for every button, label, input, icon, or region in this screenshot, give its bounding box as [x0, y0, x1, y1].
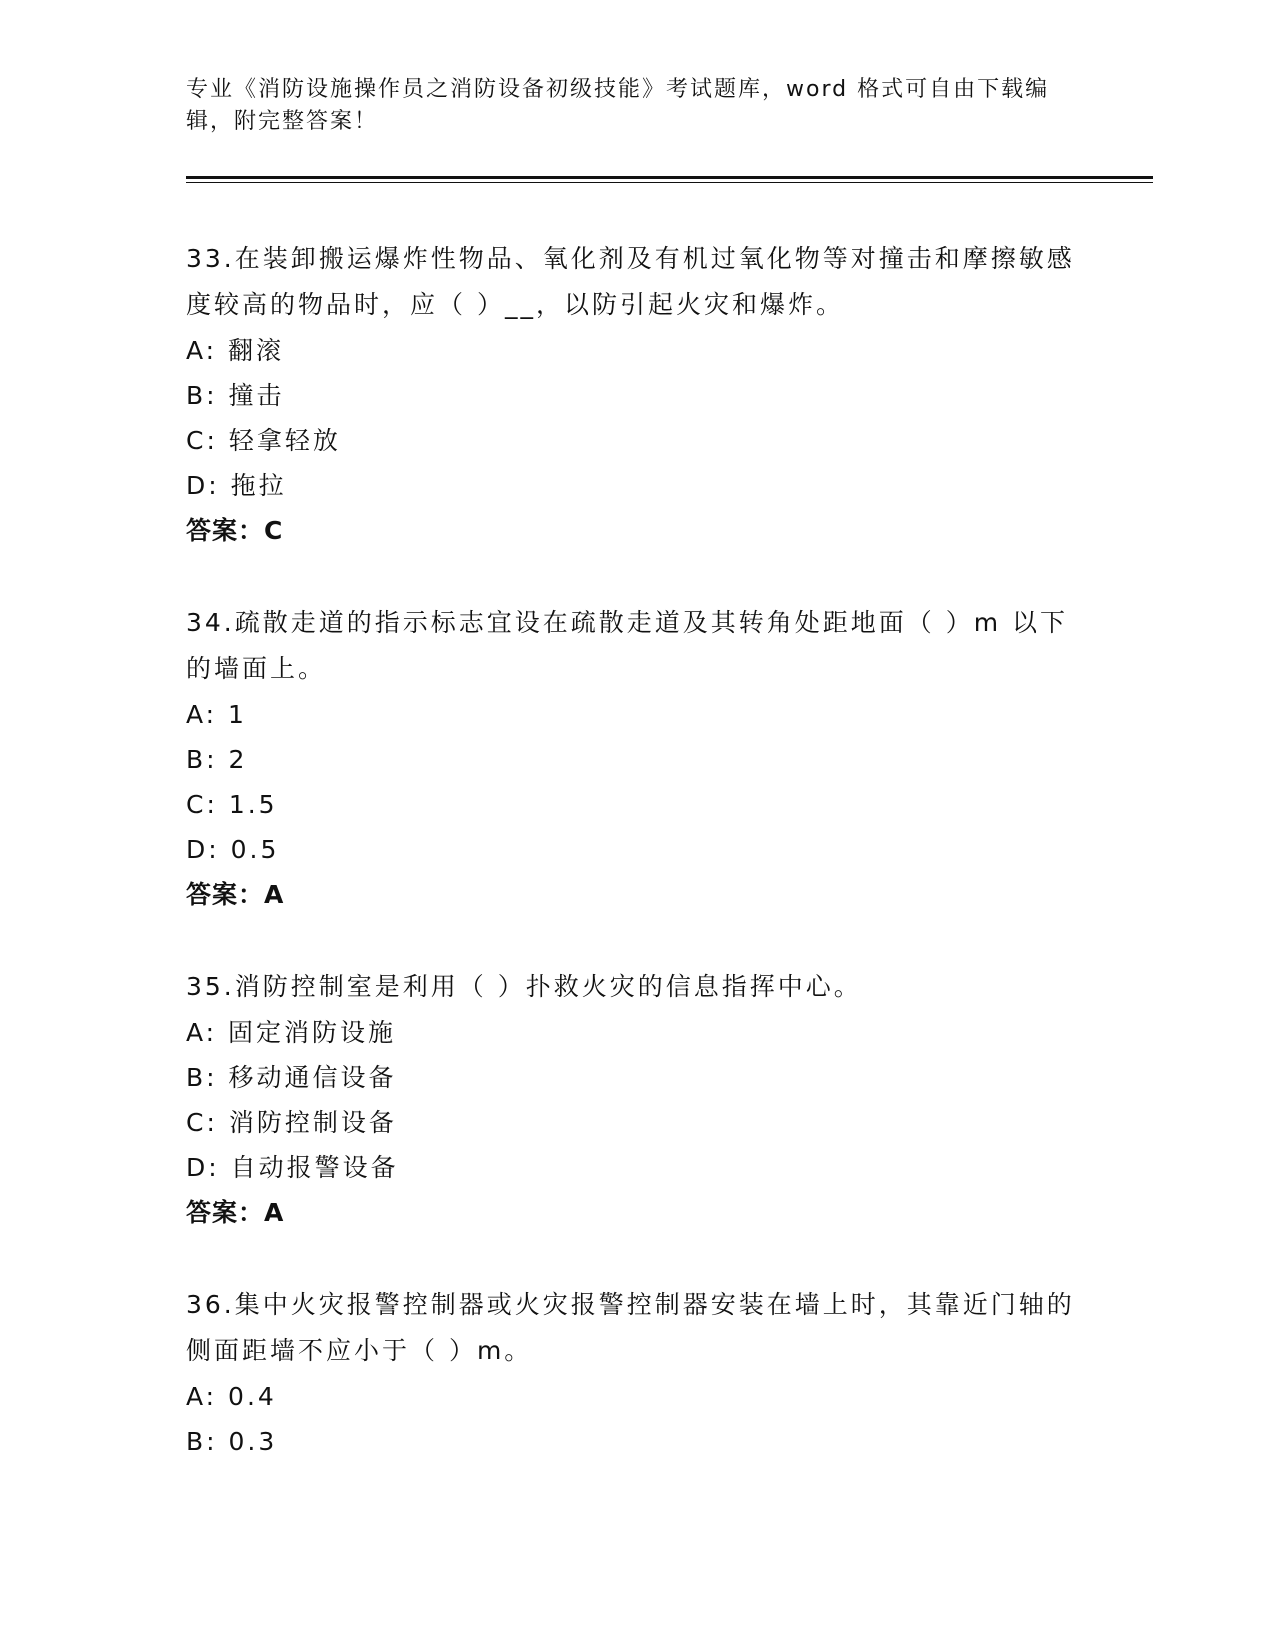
option-c: C: 轻拿轻放 — [186, 426, 341, 455]
answer-label: 答案：A — [186, 880, 285, 909]
question-34 — [186, 600, 1086, 918]
answer-label: 答案：C — [186, 516, 284, 545]
option-b: B: 2 — [186, 745, 248, 774]
option-a: A: 1 — [186, 700, 247, 729]
question-36 — [186, 1282, 1086, 1464]
option-a: A: 固定消防设施 — [186, 1018, 397, 1047]
option-c: C: 消防控制设备 — [186, 1108, 397, 1137]
answer-label: 答案：A — [186, 1198, 285, 1227]
option-d: D: 自动报警设备 — [186, 1153, 399, 1182]
option-d: D: 0.5 — [186, 835, 280, 864]
option-b: B: 撞击 — [186, 381, 285, 410]
question-stem: 35.消防控制室是利用（ ）扑救火灾的信息指挥中心。 — [186, 972, 862, 1001]
option-a: A: 翻滚 — [186, 336, 285, 365]
question-stem: 36.集中火灾报警控制器或火灾报警控制器安装在墙上时，其靠近门轴的侧面距墙不应小于（ ）m。 — [186, 1290, 1075, 1365]
question-35 — [186, 964, 1086, 1236]
option-a: A: 0.4 — [186, 1382, 277, 1411]
option-d: D: 拖拉 — [186, 471, 287, 500]
document-header: 专业《消防设施操作员之消防设备初级技能》考试题库，word 格式可自由下载编辑，附完整答案！ — [186, 77, 1050, 134]
option-c: C: 1.5 — [186, 790, 278, 819]
question-stem: 34.疏散走道的指示标志宜设在疏散走道及其转角处距地面（ ）m 以下的墙面上。 — [186, 608, 1069, 683]
option-b: B: 移动通信设备 — [186, 1063, 397, 1092]
question-stem: 33.在装卸搬运爆炸性物品、氧化剂及有机过氧化物等对撞击和摩擦敏感度较高的物品时，应（ ）__，以防引起火灾和爆炸。 — [186, 244, 1075, 319]
header-divider-thick — [186, 176, 1153, 179]
header-divider-thin — [186, 182, 1153, 183]
question-list — [186, 236, 1086, 1510]
option-b: B: 0.3 — [186, 1427, 278, 1456]
question-33 — [186, 236, 1086, 554]
